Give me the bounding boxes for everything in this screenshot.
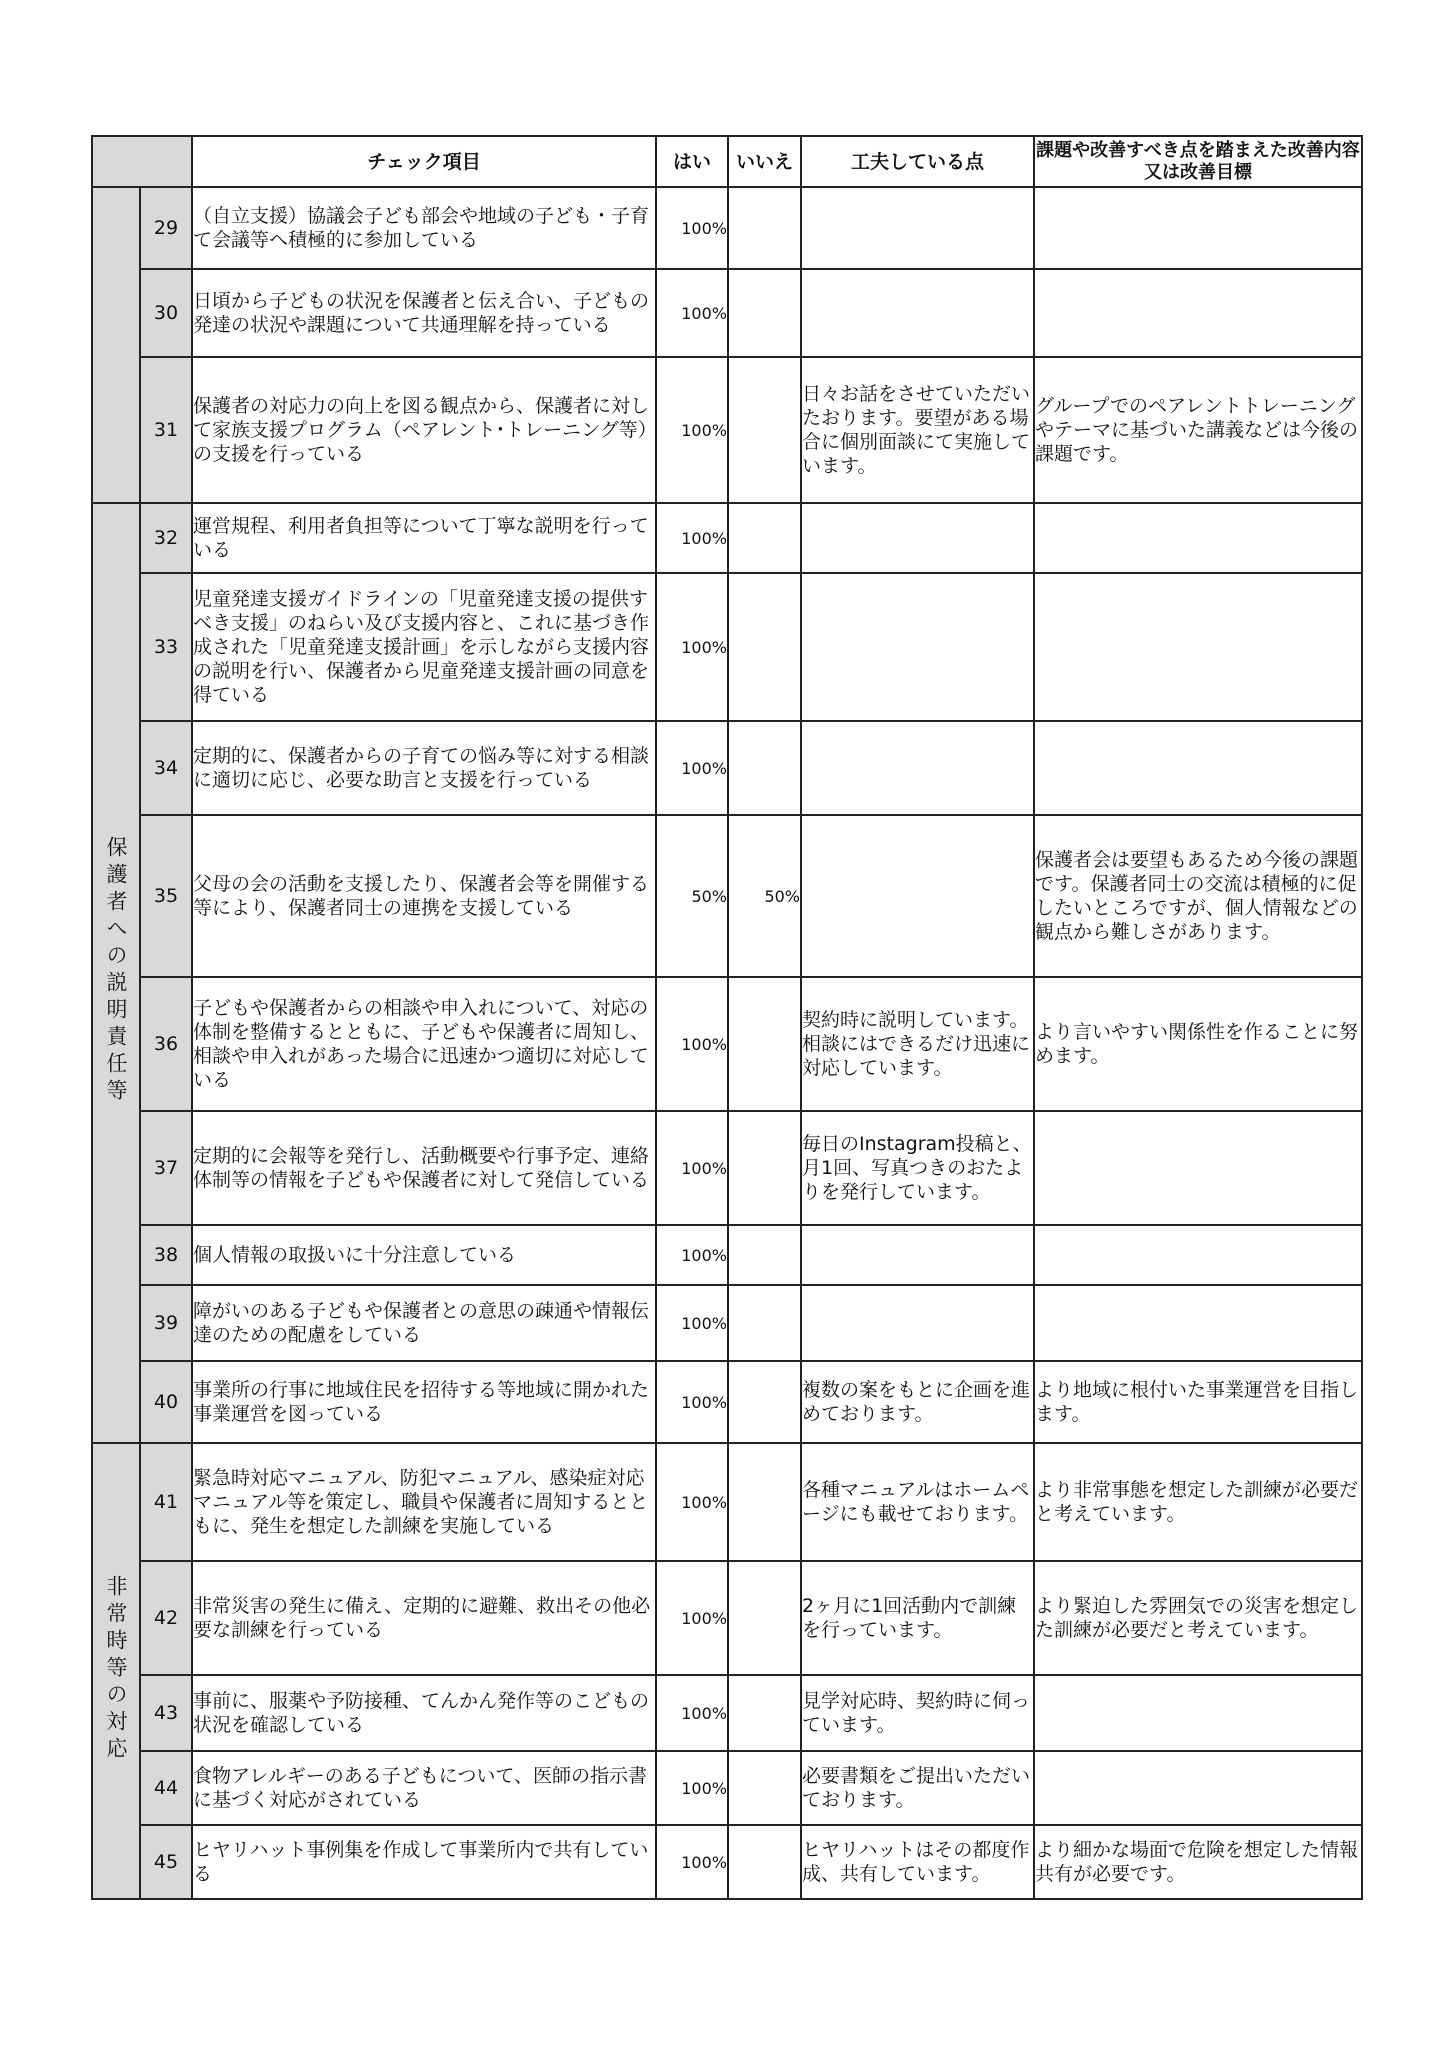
issues-text: より緊迫した雰囲気での災害を想定した訓練が必要だと考えています。 <box>1034 1561 1362 1675</box>
header-issues: 課題や改善すべき点を踏まえた改善内容又は改善目標 <box>1034 136 1362 187</box>
table-row <box>92 1443 1362 1561</box>
ingenuity-text: 複数の案をもとに企画を進めております。 <box>801 1361 1034 1443</box>
row-number: 40 <box>140 1361 192 1443</box>
table-row <box>92 815 1362 977</box>
row-number: 41 <box>140 1443 192 1561</box>
table-row <box>92 357 1362 503</box>
issues-text <box>1034 187 1362 269</box>
no-percent <box>728 187 801 269</box>
row-number: 38 <box>140 1225 192 1285</box>
yes-percent: 100% <box>656 1825 728 1899</box>
issues-text: より言いやすい関係性を作ることに努めます。 <box>1034 977 1362 1111</box>
ingenuity-text <box>801 503 1034 573</box>
section-accountability <box>92 503 140 1443</box>
table-row <box>92 1225 1362 1285</box>
table-row <box>92 977 1362 1111</box>
check-item-text: 定期的に、保護者からの子育ての悩み等に対する相談に適切に応じ、必要な助言と支援を行っている <box>192 721 656 815</box>
section-emergency <box>92 1443 140 1899</box>
ingenuity-text <box>801 1225 1034 1285</box>
issues-text <box>1034 1225 1362 1285</box>
yes-percent: 100% <box>656 1361 728 1443</box>
issues-text <box>1034 1285 1362 1361</box>
ingenuity-text: 日々お話をさせていただいたおります。要望がある場合に個別面談にて実施しています。 <box>801 357 1034 503</box>
issues-text <box>1034 721 1362 815</box>
no-percent <box>728 1285 801 1361</box>
check-item-text: 運営規程、利用者負担等について丁寧な説明を行っている <box>192 503 656 573</box>
row-number: 33 <box>140 573 192 721</box>
table-row <box>92 187 1362 269</box>
check-item-text: （自立支援）協議会子ども部会や地域の子ども・子育て会議等へ積極的に参加している <box>192 187 656 269</box>
issues-text: より非常事態を想定した訓練が必要だと考えています。 <box>1034 1443 1362 1561</box>
ingenuity-text: 必要書類をご提出いただいております。 <box>801 1751 1034 1825</box>
section-label-text: 非常時等の対応 <box>104 1574 128 1764</box>
table-row <box>92 1675 1362 1751</box>
row-number: 37 <box>140 1111 192 1225</box>
ingenuity-text: 各種マニュアルはホームページにも載せております。 <box>801 1443 1034 1561</box>
ingenuity-text <box>801 269 1034 357</box>
yes-percent: 100% <box>656 1561 728 1675</box>
issues-text: より地域に根付いた事業運営を目指します。 <box>1034 1361 1362 1443</box>
ingenuity-text: 見学対応時、契約時に伺っています。 <box>801 1675 1034 1751</box>
yes-percent: 50% <box>656 815 728 977</box>
table-row <box>92 1561 1362 1675</box>
table-row <box>92 1825 1362 1899</box>
row-number: 39 <box>140 1285 192 1361</box>
check-item-text: 日頃から子どもの状況を保護者と伝え合い、子どもの発達の状況や課題について共通理解を持っている <box>192 269 656 357</box>
row-number: 45 <box>140 1825 192 1899</box>
no-percent <box>728 1443 801 1561</box>
header-blank <box>92 136 192 187</box>
table-row <box>92 1285 1362 1361</box>
row-number: 30 <box>140 269 192 357</box>
yes-percent: 100% <box>656 1111 728 1225</box>
check-item-text: 食物アレルギーのある子どもについて、医師の指示書に基づく対応がされている <box>192 1751 656 1825</box>
yes-percent: 100% <box>656 1225 728 1285</box>
check-item-text: 緊急時対応マニュアル、防犯マニュアル、感染症対応マニュアル等を策定し、職員や保護者に周知するとともに、発生を想定した訓練を実施している <box>192 1443 656 1561</box>
yes-percent: 100% <box>656 187 728 269</box>
table-row <box>92 269 1362 357</box>
no-percent <box>728 503 801 573</box>
row-number: 31 <box>140 357 192 503</box>
no-percent <box>728 1675 801 1751</box>
section-label-text: 保護者への説明責任等 <box>104 836 128 1106</box>
ingenuity-text <box>801 1285 1034 1361</box>
ingenuity-text <box>801 815 1034 977</box>
no-percent <box>728 977 801 1111</box>
section-label <box>92 187 140 503</box>
ingenuity-text: 2ヶ月に1回活動内で訓練を行っています。 <box>801 1561 1034 1675</box>
yes-percent: 100% <box>656 1285 728 1361</box>
yes-percent: 100% <box>656 1751 728 1825</box>
ingenuity-text: ヒヤリハットはその都度作成、共有しています。 <box>801 1825 1034 1899</box>
no-percent <box>728 1361 801 1443</box>
row-number: 42 <box>140 1561 192 1675</box>
issues-text <box>1034 1751 1362 1825</box>
no-percent <box>728 1111 801 1225</box>
ingenuity-text: 契約時に説明しています。相談にはできるだけ迅速に対応しています。 <box>801 977 1034 1111</box>
row-number: 29 <box>140 187 192 269</box>
row-number: 34 <box>140 721 192 815</box>
yes-percent: 100% <box>656 269 728 357</box>
yes-percent: 100% <box>656 1675 728 1751</box>
header-ingenuity: 工夫している点 <box>801 136 1034 187</box>
no-percent <box>728 1561 801 1675</box>
table-row <box>92 1751 1362 1825</box>
ingenuity-text <box>801 721 1034 815</box>
yes-percent: 100% <box>656 977 728 1111</box>
no-percent <box>728 357 801 503</box>
issues-text: 保護者会は要望もあるため今後の課題です。保護者同士の交流は積極的に促したいところですが、個人情報などの観点から難しさがあります。 <box>1034 815 1362 977</box>
header-yes: はい <box>656 136 728 187</box>
header-row <box>92 136 1362 187</box>
no-percent <box>728 1225 801 1285</box>
table-row <box>92 503 1362 573</box>
check-item-text: 障がいのある子どもや保護者との意思の疎通や情報伝達のための配慮をしている <box>192 1285 656 1361</box>
issues-text: グループでのペアレントトレーニングやテーマに基づいた講義などは今後の課題です。 <box>1034 357 1362 503</box>
issues-text <box>1034 1111 1362 1225</box>
no-percent <box>728 1751 801 1825</box>
check-item-text: 事前に、服薬や予防接種、てんかん発作等のこどもの状況を確認している <box>192 1675 656 1751</box>
yes-percent: 100% <box>656 721 728 815</box>
row-number: 44 <box>140 1751 192 1825</box>
ingenuity-text <box>801 573 1034 721</box>
issues-text <box>1034 503 1362 573</box>
issues-text: より細かな場面で危険を想定した情報共有が必要です。 <box>1034 1825 1362 1899</box>
issues-text <box>1034 269 1362 357</box>
check-item-text: ヒヤリハット事例集を作成して事業所内で共有している <box>192 1825 656 1899</box>
table-row <box>92 1361 1362 1443</box>
yes-percent: 100% <box>656 1443 728 1561</box>
no-percent <box>728 721 801 815</box>
check-item-text: 父母の会の活動を支援したり、保護者会等を開催する等により、保護者同士の連携を支援している <box>192 815 656 977</box>
no-percent <box>728 573 801 721</box>
check-item-text: 非常災害の発生に備え、定期的に避難、救出その他必要な訓練を行っている <box>192 1561 656 1675</box>
table-row <box>92 721 1362 815</box>
issues-text <box>1034 573 1362 721</box>
check-item-text: 定期的に会報等を発行し、活動概要や行事予定、連絡体制等の情報を子どもや保護者に対して発信している <box>192 1111 656 1225</box>
table-row <box>92 573 1362 721</box>
check-item-text: 子どもや保護者からの相談や申入れについて、対応の体制を整備するとともに、子どもや保護者に周知し、相談や申入れがあった場合に迅速かつ適切に対応している <box>192 977 656 1111</box>
yes-percent: 100% <box>656 503 728 573</box>
row-number: 35 <box>140 815 192 977</box>
no-percent <box>728 1825 801 1899</box>
table-row <box>92 1111 1362 1225</box>
check-item-text: 個人情報の取扱いに十分注意している <box>192 1225 656 1285</box>
row-number: 36 <box>140 977 192 1111</box>
evaluation-table <box>91 135 1363 1900</box>
check-item-text: 事業所の行事に地域住民を招待する等地域に開かれた事業運営を図っている <box>192 1361 656 1443</box>
check-item-text: 保護者の対応力の向上を図る観点から、保護者に対して家族支援プログラム（ペアレント･トレーニング等）の支援を行っている <box>192 357 656 503</box>
yes-percent: 100% <box>656 357 728 503</box>
check-item-text: 児童発達支援ガイドラインの「児童発達支援の提供すべき支援」のねらい及び支援内容と、これに基づき作成された「児童発達支援計画」を示しながら支援内容の説明を行い、保護者から児童発達支援計画の同意を得ている <box>192 573 656 721</box>
yes-percent: 100% <box>656 573 728 721</box>
row-number: 32 <box>140 503 192 573</box>
issues-text <box>1034 1675 1362 1751</box>
no-percent <box>728 269 801 357</box>
header-no: いいえ <box>728 136 801 187</box>
ingenuity-text: 毎日のInstagram投稿と、月1回、写真つきのおたよりを発行しています。 <box>801 1111 1034 1225</box>
header-check-item: チェック項目 <box>192 136 656 187</box>
row-number: 43 <box>140 1675 192 1751</box>
ingenuity-text <box>801 187 1034 269</box>
no-percent: 50% <box>728 815 801 977</box>
